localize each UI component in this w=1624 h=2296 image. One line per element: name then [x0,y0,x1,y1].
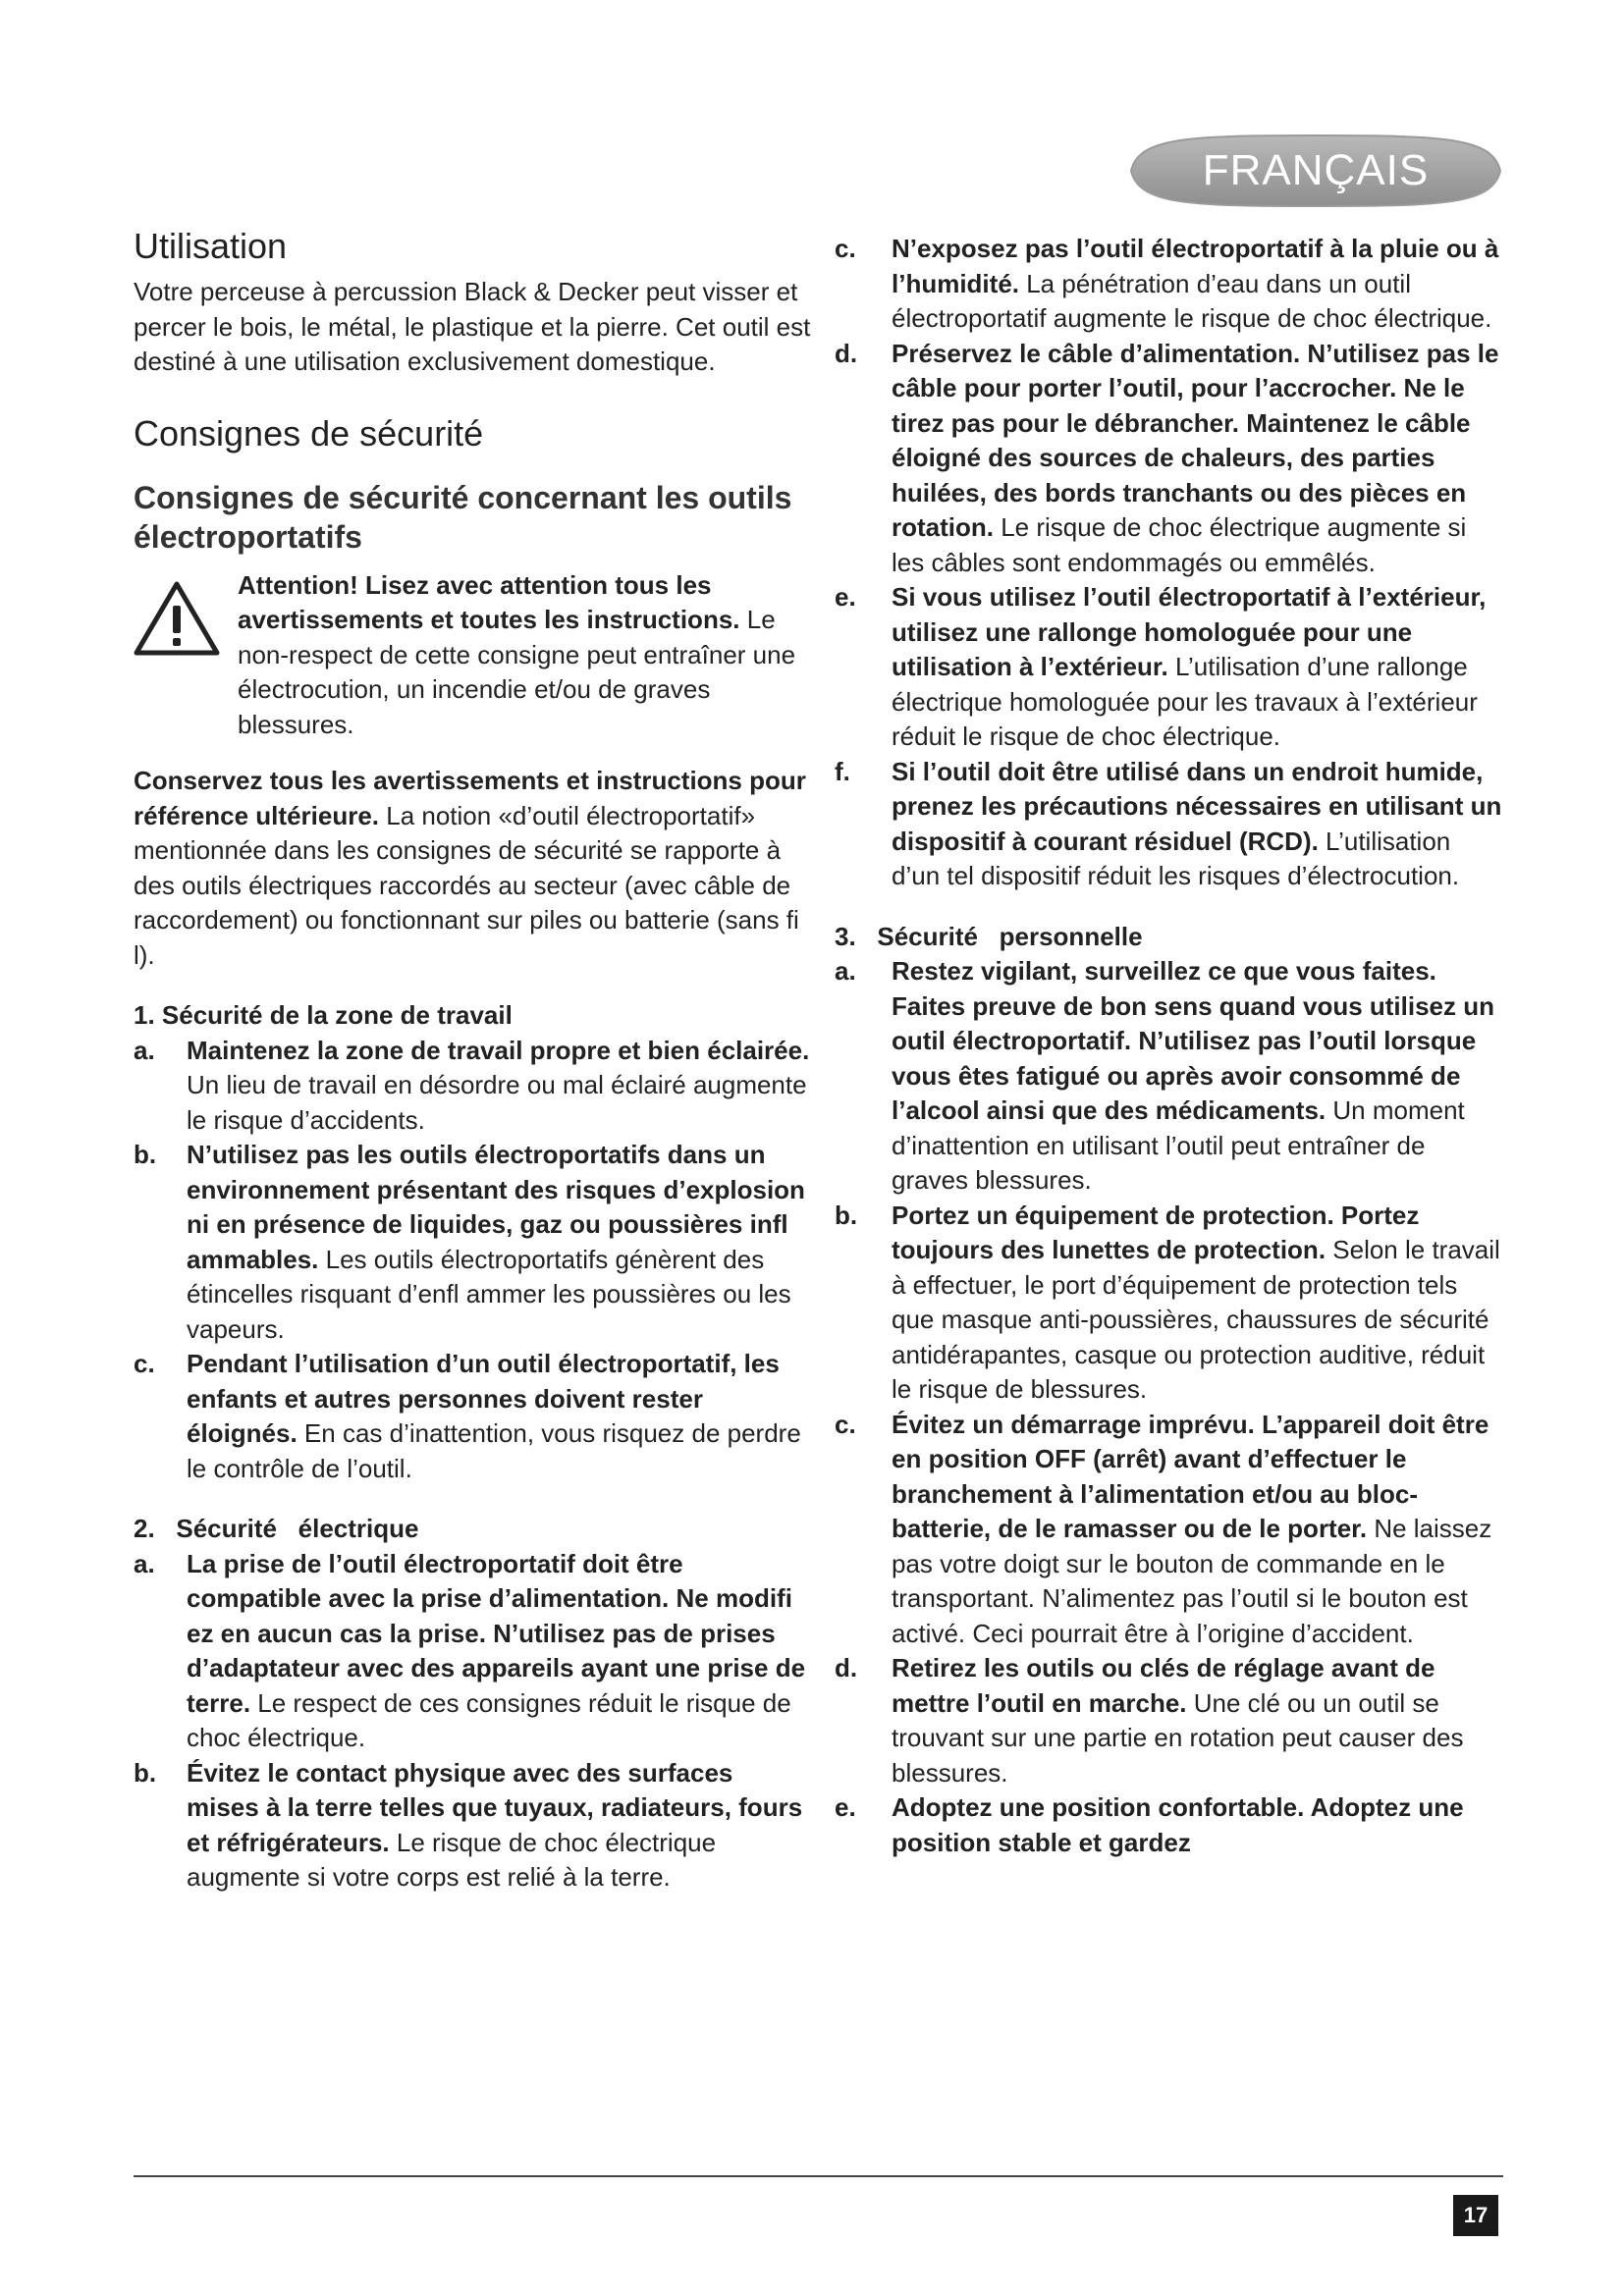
item-marker: f. [835,756,850,786]
item-bold: Évitez un démarrage imprévu. L’appareil doit être en position OFF (arrêt) avant d’effectuer le branchement à l’alimentation et/ou au bloc-batterie, de le ramasser ou de le porter. [892,1409,1489,1543]
list-item [835,232,1502,337]
warning-block [134,568,811,743]
item-bold: N’exposez pas l’outil électroportatif à la pluie ou à l’humidité. [892,234,1499,298]
item-bold: N’utilisez pas les outils électroportatifs dans un environnement présentant des risques d’explosion ni en présence de liquides, gaz ou poussières infl ammables. [187,1140,805,1274]
item-marker: a. [835,956,856,986]
consignes-title: Consignes de sécurité [134,412,484,454]
item-bold: Pendant l’utilisation d’un outil électroportatif, les enfants et autres personnes doivent rester éloignés. [187,1349,780,1448]
item-text: En cas d’inattention, vous risquez de perdre le contrôle de l’outil. [187,1418,801,1483]
item-text: Le respect de ces consignes réduit le risque de choc électrique. [187,1687,791,1752]
left-column [134,226,811,1896]
item-bold: La prise de l’outil électroportatif doit être compatible avec la prise d’alimentation. Ne modifi ez en aucun cas la prise. N’utilisez pas de prises d’adaptateur avec des appareils ayant une prise de terre. [187,1548,806,1718]
item-marker: b. [134,1757,157,1788]
item-bold: Si l’outil doit être utilisé dans un endroit humide, prenez les précautions nécessaires en utilisant un dispositif à courant résiduel (RCD). [892,756,1502,856]
list-item [134,1547,811,1756]
list-item [835,1790,1502,1860]
item-text: Les outils électroportatifs génèrent des étincelles risquant d’enfl ammer les poussières ou les vapeurs. [187,1244,791,1344]
list-item [134,1034,811,1139]
item-text: Le risque de choc électrique augmente si votre corps est relié à la terre. [187,1827,717,1892]
section3-title: 3. Sécurité personnelle [835,921,1143,951]
item-text: Selon le travail à effectuer, le port d’équipement de protection tels que masque anti-poussières, chaussures de sécurité antidérapantes, casque ou protection auditive, réduit le risque de blessures. [892,1235,1500,1404]
list-item [835,1408,1502,1652]
item-marker: c. [134,1349,155,1378]
item-bold: Adoptez une position confortable. Adoptez une position stable et gardez [892,1792,1464,1857]
list-item [835,954,1502,1199]
list-item [835,580,1502,755]
item-text: Ne laissez pas votre doigt sur le bouton de commande en le transportant. N’alimentez pas l’outil si le bouton est activé. Ceci pourrait être à l’origine d’accident. [892,1514,1492,1648]
outils-title: Consignes de sécurité concernant les outils électroportatifs [134,479,792,555]
item-text: La pénétration d’eau dans un outil électroportatif augmente le risque de choc électrique. [892,268,1492,333]
right-column [835,232,1502,1860]
list-item [835,337,1502,581]
page-number: 17 [1453,2195,1498,2236]
item-marker: a. [134,1548,155,1578]
language-label: FRANÇAIS [1202,146,1430,194]
list-item [134,1347,811,1486]
item-marker: c. [835,1409,856,1439]
item-marker: d. [835,338,858,368]
item-marker: e. [835,582,856,612]
item-bold: Maintenez la zone de travail propre et bien éclairée. [187,1035,810,1065]
list-item [835,755,1502,894]
item-text: Une clé ou un outil se trouvant sur une partie en rotation peut causer des blessures. [892,1687,1464,1788]
item-bold: Préservez le câble d’alimentation. N’utilisez pas le câble pour porter l’outil, pour l’accrocher. Ne le tirez pas pour le débrancher. Maintenez le câble éloigné des sources de chaleurs, des parties huilées, des bords tranchants ou des pièces en rotation. [892,338,1499,542]
warning-text [238,568,811,743]
item-bold: Restez vigilant, surveillez ce que vous faites. Faites preuve de bon sens quand vous utilisez un outil électroportatif. N’utilisez pas l’outil lorsque vous êtes fatigué ou après avoir consommé de l’alcool ainsi que des médicaments. [892,956,1495,1125]
conservez-bold: Conservez tous les avertissements et instructions pour référence ultérieure. [134,766,806,830]
warning-rest: Le non-respect de cette consigne peut entraîner une électrocution, un incendie et/ou de graves blessures. [238,605,796,739]
item-text: L’utilisation d’un tel dispositif réduit les risques d’électrocution. [892,826,1460,890]
list-item [835,1199,1502,1408]
item-marker: b. [835,1200,858,1230]
warning-bold: Attention! Lisez avec attention tous les avertissements et toutes les instructions. [238,569,740,634]
section2-title: 2. Sécurité électrique [134,1514,419,1543]
conservez-rest: La notion «d’outil électroportatif» mentionnée dans les consignes de sécurité se rapporte à des outils électriques raccordés au secteur (avec câble de raccordement) ou fonctionnant sur piles ou batterie (sans fi l). [134,800,799,970]
list-item [134,1756,811,1896]
utilisation-text: Votre perceuse à percussion Black & Decker peut visser et percer le bois, le métal, le plastique et la pierre. Cet outil est destiné à une utilisation exclusivement domestique. [134,277,811,376]
item-marker: a. [134,1035,155,1065]
utilisation-title: Utilisation [134,226,288,266]
item-bold: Évitez le contact physique avec des surfaces mises à la terre telles que tuyaux, radiateurs, fours et réfrigérateurs. [187,1757,803,1857]
item-bold: Si vous utilisez l’outil électroportatif à l’extérieur, utilisez une rallonge homologuée pour une utilisation à l’extérieur. [892,582,1487,681]
item-text: Un moment d’inattention en utilisant l’outil peut entraîner de graves blessures. [892,1095,1465,1195]
warning-triangle-icon [134,580,220,657]
item-text: L’utilisation d’une rallonge électrique homologuée pour les travaux à l’extérieur réduit le risque de choc électrique. [892,652,1478,751]
item-marker: c. [835,234,856,263]
list-item [134,1138,811,1347]
language-tab [1129,130,1502,212]
item-text: Le risque de choc électrique augmente si les câbles sont endommagés ou emmêlés. [892,512,1467,577]
conservez-paragraph [134,764,811,973]
item-marker: e. [835,1792,856,1822]
item-text: Un lieu de travail en désordre ou mal éclairé augmente le risque d’accidents. [187,1070,807,1135]
footer-divider [134,2175,1503,2177]
item-marker: b. [134,1140,157,1169]
item-marker: d. [835,1653,858,1682]
item-bold: Retirez les outils ou clés de réglage avant de mettre l’outil en marche. [892,1653,1435,1718]
item-bold: Portez un équipement de protection. Portez toujours des lunettes de protection. [892,1200,1420,1264]
section1-title: 1. Sécurité de la zone de travail [134,1000,513,1030]
list-item [835,1651,1502,1790]
